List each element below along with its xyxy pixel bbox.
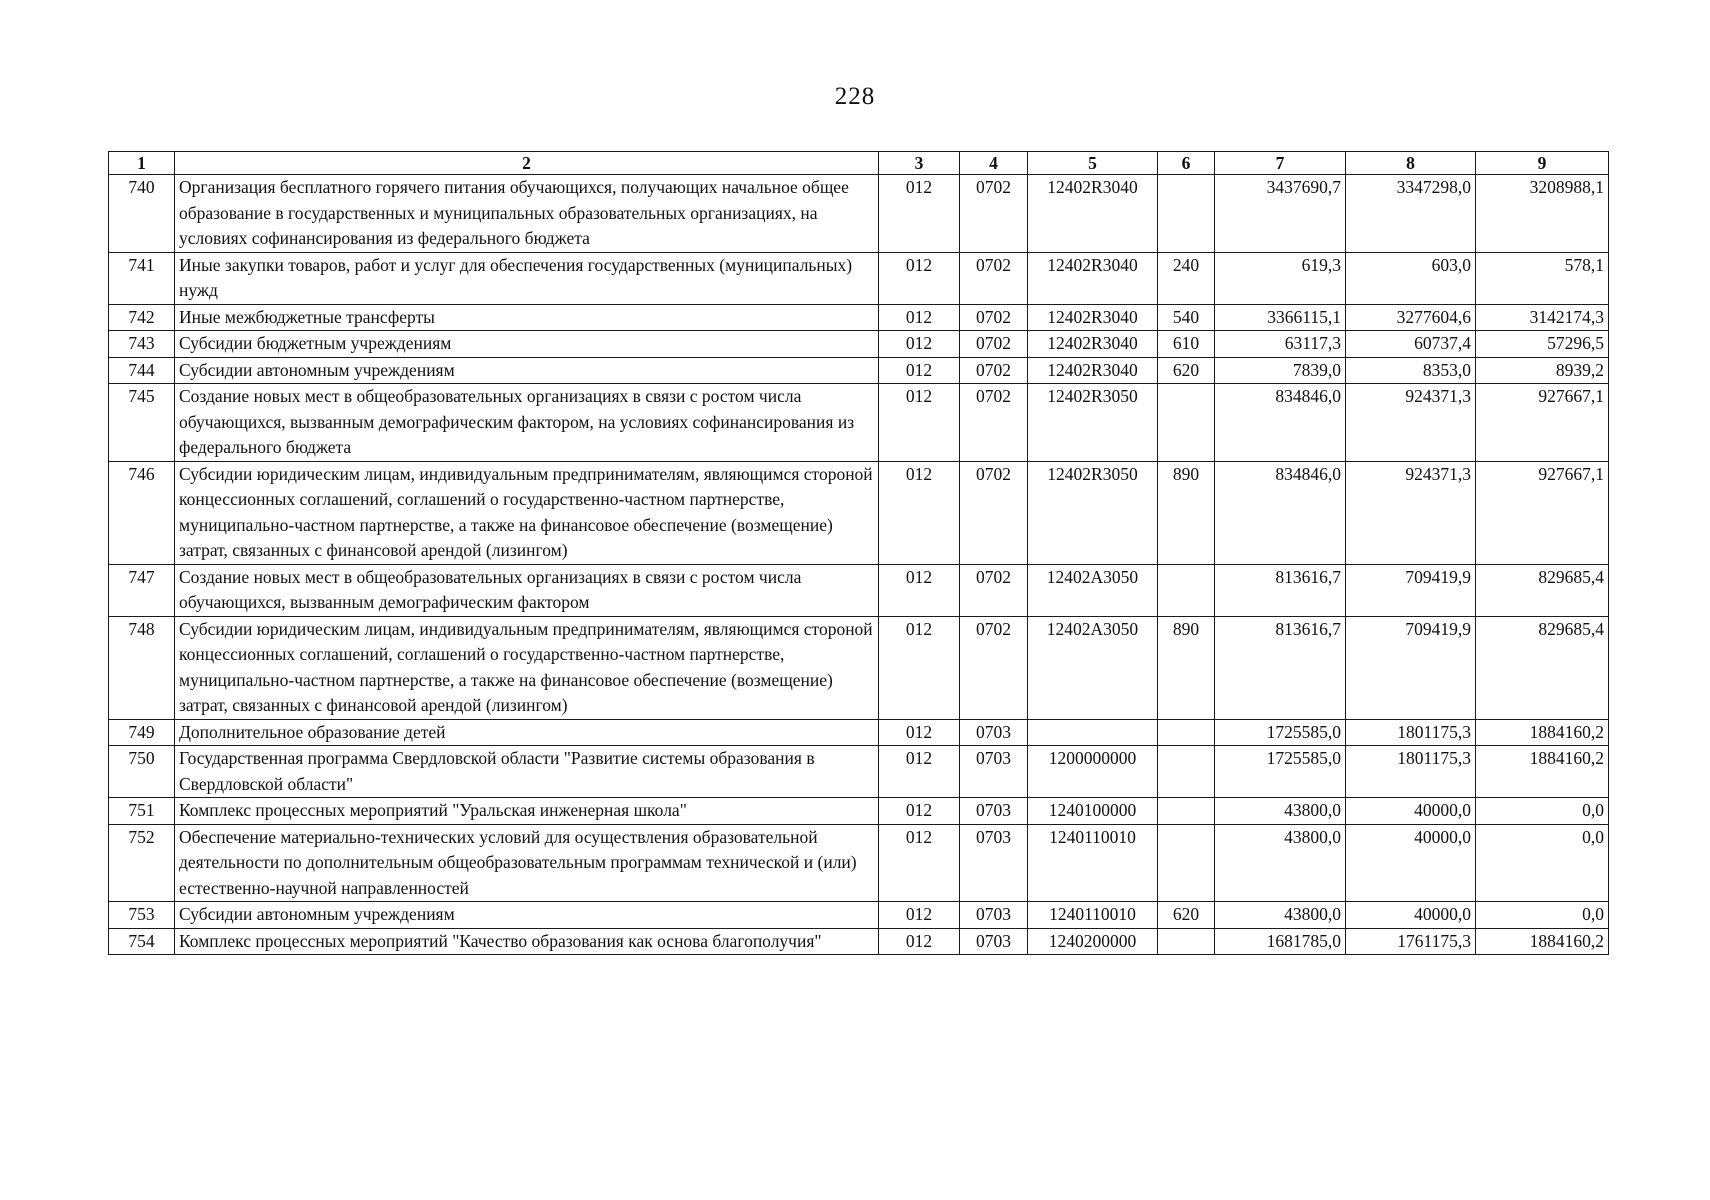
amount-col8-cell: 924371,3 — [1346, 384, 1476, 462]
item-name-cell: Комплекс процессных мероприятий "Качество образования как основа благополучия" — [175, 928, 879, 955]
amount-col9-cell: 8939,2 — [1476, 357, 1609, 384]
table-row — [109, 175, 1609, 253]
section-code-cell: 0703 — [960, 719, 1028, 746]
row-number-cell: 751 — [109, 798, 175, 825]
expense-type-cell — [1158, 175, 1215, 253]
table-row — [109, 564, 1609, 616]
expense-type-cell — [1158, 928, 1215, 955]
target-code-cell: 12402A3050 — [1028, 564, 1158, 616]
target-code-cell: 12402R3040 — [1028, 331, 1158, 358]
row-number-cell: 749 — [109, 719, 175, 746]
amount-col8-cell: 3277604,6 — [1346, 304, 1476, 331]
item-name-cell: Субсидии юридическим лицам, индивидуальным предпринимателям, являющимся стороной концессионных соглашений, соглашений о государственно-частном партнерстве, муниципально-частном партнерстве, а также на финансовое обеспечение (возмещение) затрат, связанных с финансовой арендой (лизингом) — [175, 461, 879, 564]
target-code-cell: 12402R3050 — [1028, 384, 1158, 462]
amount-col9-cell: 0,0 — [1476, 798, 1609, 825]
item-name-cell: Создание новых мест в общеобразовательных организациях в связи с ростом числа обучающихся, вызванным демографическим фактором, на условиях софинансирования из федерального бюджета — [175, 384, 879, 462]
budget-table — [108, 151, 1609, 955]
amount-col7-cell: 3366115,1 — [1215, 304, 1346, 331]
section-code-cell: 0702 — [960, 304, 1028, 331]
amount-col8-cell: 1801175,3 — [1346, 719, 1476, 746]
item-name-cell: Субсидии бюджетным учреждениям — [175, 331, 879, 358]
expense-type-cell — [1158, 564, 1215, 616]
header-row — [109, 152, 1609, 175]
column-header: 1 — [109, 152, 175, 175]
ministry-code-cell: 012 — [879, 746, 960, 798]
ministry-code-cell: 012 — [879, 928, 960, 955]
item-name-cell: Дополнительное образование детей — [175, 719, 879, 746]
ministry-code-cell: 012 — [879, 719, 960, 746]
section-code-cell: 0702 — [960, 461, 1028, 564]
page-number: 228 — [834, 83, 876, 110]
amount-col7-cell: 63117,3 — [1215, 331, 1346, 358]
amount-col8-cell: 709419,9 — [1346, 564, 1476, 616]
amount-col8-cell: 40000,0 — [1346, 798, 1476, 825]
row-number-cell: 743 — [109, 331, 175, 358]
expense-type-cell: 240 — [1158, 252, 1215, 304]
amount-col9-cell: 57296,5 — [1476, 331, 1609, 358]
expense-type-cell: 610 — [1158, 331, 1215, 358]
section-code-cell: 0702 — [960, 616, 1028, 719]
section-code-cell: 0703 — [960, 746, 1028, 798]
item-name-cell: Создание новых мест в общеобразовательных организациях в связи с ростом числа обучающихся, вызванным демографическим фактором — [175, 564, 879, 616]
amount-col7-cell: 43800,0 — [1215, 902, 1346, 929]
expense-type-cell: 620 — [1158, 902, 1215, 929]
amount-col7-cell: 3437690,7 — [1215, 175, 1346, 253]
ministry-code-cell: 012 — [879, 461, 960, 564]
expense-type-cell: 620 — [1158, 357, 1215, 384]
amount-col8-cell: 40000,0 — [1346, 824, 1476, 902]
table-row — [109, 746, 1609, 798]
section-code-cell: 0702 — [960, 564, 1028, 616]
amount-col8-cell: 60737,4 — [1346, 331, 1476, 358]
expense-type-cell: 540 — [1158, 304, 1215, 331]
table-row — [109, 824, 1609, 902]
amount-col7-cell: 1725585,0 — [1215, 746, 1346, 798]
amount-col7-cell: 813616,7 — [1215, 616, 1346, 719]
target-code-cell: 12402R3050 — [1028, 461, 1158, 564]
column-header: 5 — [1028, 152, 1158, 175]
section-code-cell: 0702 — [960, 175, 1028, 253]
column-header: 3 — [879, 152, 960, 175]
ministry-code-cell: 012 — [879, 175, 960, 253]
item-name-cell: Иные закупки товаров, работ и услуг для обеспечения государственных (муниципальных) нужд — [175, 252, 879, 304]
expense-type-cell — [1158, 798, 1215, 825]
ministry-code-cell: 012 — [879, 902, 960, 929]
table-row — [109, 252, 1609, 304]
target-code-cell: 12402A3050 — [1028, 616, 1158, 719]
amount-col7-cell: 834846,0 — [1215, 384, 1346, 462]
row-number-cell: 744 — [109, 357, 175, 384]
amount-col8-cell: 603,0 — [1346, 252, 1476, 304]
column-header: 4 — [960, 152, 1028, 175]
amount-col7-cell: 43800,0 — [1215, 798, 1346, 825]
row-number-cell: 752 — [109, 824, 175, 902]
amount-col9-cell: 0,0 — [1476, 824, 1609, 902]
target-code-cell: 1200000000 — [1028, 746, 1158, 798]
table-row — [109, 461, 1609, 564]
expense-type-cell — [1158, 746, 1215, 798]
amount-col8-cell: 1801175,3 — [1346, 746, 1476, 798]
table-row — [109, 304, 1609, 331]
row-number-cell: 747 — [109, 564, 175, 616]
row-number-cell: 745 — [109, 384, 175, 462]
row-number-cell: 754 — [109, 928, 175, 955]
column-header: 8 — [1346, 152, 1476, 175]
item-name-cell: Субсидии автономным учреждениям — [175, 357, 879, 384]
amount-col8-cell: 8353,0 — [1346, 357, 1476, 384]
amount-col9-cell: 1884160,2 — [1476, 928, 1609, 955]
item-name-cell: Субсидии юридическим лицам, индивидуальным предпринимателям, являющимся стороной концессионных соглашений, соглашений о государственно-частном партнерстве, муниципально-частном партнерстве, а также на финансовое обеспечение (возмещение) затрат, связанных с финансовой арендой (лизингом) — [175, 616, 879, 719]
amount-col8-cell: 40000,0 — [1346, 902, 1476, 929]
row-number-cell: 742 — [109, 304, 175, 331]
ministry-code-cell: 012 — [879, 331, 960, 358]
section-code-cell: 0703 — [960, 902, 1028, 929]
item-name-cell: Иные межбюджетные трансферты — [175, 304, 879, 331]
row-number-cell: 753 — [109, 902, 175, 929]
target-code-cell: 1240200000 — [1028, 928, 1158, 955]
amount-col7-cell: 43800,0 — [1215, 824, 1346, 902]
table-row — [109, 384, 1609, 462]
target-code-cell: 1240100000 — [1028, 798, 1158, 825]
ministry-code-cell: 012 — [879, 357, 960, 384]
amount-col8-cell: 3347298,0 — [1346, 175, 1476, 253]
amount-col9-cell: 829685,4 — [1476, 564, 1609, 616]
section-code-cell: 0703 — [960, 824, 1028, 902]
section-code-cell: 0702 — [960, 357, 1028, 384]
table-row — [109, 798, 1609, 825]
ministry-code-cell: 012 — [879, 252, 960, 304]
item-name-cell: Субсидии автономным учреждениям — [175, 902, 879, 929]
target-code-cell: 12402R3040 — [1028, 357, 1158, 384]
amount-col7-cell: 7839,0 — [1215, 357, 1346, 384]
amount-col9-cell: 0,0 — [1476, 902, 1609, 929]
item-name-cell: Государственная программа Свердловской области "Развитие системы образования в Свердловской области" — [175, 746, 879, 798]
amount-col9-cell: 1884160,2 — [1476, 746, 1609, 798]
item-name-cell: Обеспечение материально-технических условий для осуществления образовательной деятельности по дополнительным общеобразовательным программам технической и (или) естественно-научной направленностей — [175, 824, 879, 902]
target-code-cell — [1028, 719, 1158, 746]
amount-col7-cell: 1725585,0 — [1215, 719, 1346, 746]
table-row — [109, 928, 1609, 955]
amount-col9-cell: 1884160,2 — [1476, 719, 1609, 746]
amount-col7-cell: 1681785,0 — [1215, 928, 1346, 955]
ministry-code-cell: 012 — [879, 564, 960, 616]
amount-col7-cell: 834846,0 — [1215, 461, 1346, 564]
column-header: 6 — [1158, 152, 1215, 175]
item-name-cell: Комплекс процессных мероприятий "Уральская инженерная школа" — [175, 798, 879, 825]
table-row — [109, 357, 1609, 384]
section-code-cell: 0703 — [960, 928, 1028, 955]
section-code-cell: 0702 — [960, 384, 1028, 462]
expense-type-cell — [1158, 824, 1215, 902]
section-code-cell: 0702 — [960, 252, 1028, 304]
amount-col7-cell: 619,3 — [1215, 252, 1346, 304]
row-number-cell: 740 — [109, 175, 175, 253]
amount-col9-cell: 3142174,3 — [1476, 304, 1609, 331]
ministry-code-cell: 012 — [879, 824, 960, 902]
expense-type-cell: 890 — [1158, 461, 1215, 564]
target-code-cell: 12402R3040 — [1028, 252, 1158, 304]
row-number-cell: 741 — [109, 252, 175, 304]
table-row — [109, 331, 1609, 358]
table-row — [109, 902, 1609, 929]
expense-type-cell — [1158, 719, 1215, 746]
ministry-code-cell: 012 — [879, 798, 960, 825]
column-header: 9 — [1476, 152, 1609, 175]
target-code-cell: 1240110010 — [1028, 824, 1158, 902]
amount-col9-cell: 927667,1 — [1476, 461, 1609, 564]
target-code-cell: 12402R3040 — [1028, 304, 1158, 331]
target-code-cell: 12402R3040 — [1028, 175, 1158, 253]
amount-col8-cell: 1761175,3 — [1346, 928, 1476, 955]
amount-col7-cell: 813616,7 — [1215, 564, 1346, 616]
expense-type-cell: 890 — [1158, 616, 1215, 719]
amount-col9-cell: 578,1 — [1476, 252, 1609, 304]
ministry-code-cell: 012 — [879, 616, 960, 719]
column-header: 7 — [1215, 152, 1346, 175]
amount-col9-cell: 3208988,1 — [1476, 175, 1609, 253]
amount-col9-cell: 927667,1 — [1476, 384, 1609, 462]
table-row — [109, 719, 1609, 746]
row-number-cell: 746 — [109, 461, 175, 564]
amount-col8-cell: 924371,3 — [1346, 461, 1476, 564]
row-number-cell: 750 — [109, 746, 175, 798]
item-name-cell: Организация бесплатного горячего питания обучающихся, получающих начальное общее образование в государственных и муниципальных образовательных организациях, на условиях софинансирования из федерального бюджета — [175, 175, 879, 253]
table-row — [109, 616, 1609, 719]
expense-type-cell — [1158, 384, 1215, 462]
ministry-code-cell: 012 — [879, 304, 960, 331]
ministry-code-cell: 012 — [879, 384, 960, 462]
target-code-cell: 1240110010 — [1028, 902, 1158, 929]
amount-col9-cell: 829685,4 — [1476, 616, 1609, 719]
row-number-cell: 748 — [109, 616, 175, 719]
amount-col8-cell: 709419,9 — [1346, 616, 1476, 719]
column-header: 2 — [175, 152, 879, 175]
section-code-cell: 0703 — [960, 798, 1028, 825]
section-code-cell: 0702 — [960, 331, 1028, 358]
